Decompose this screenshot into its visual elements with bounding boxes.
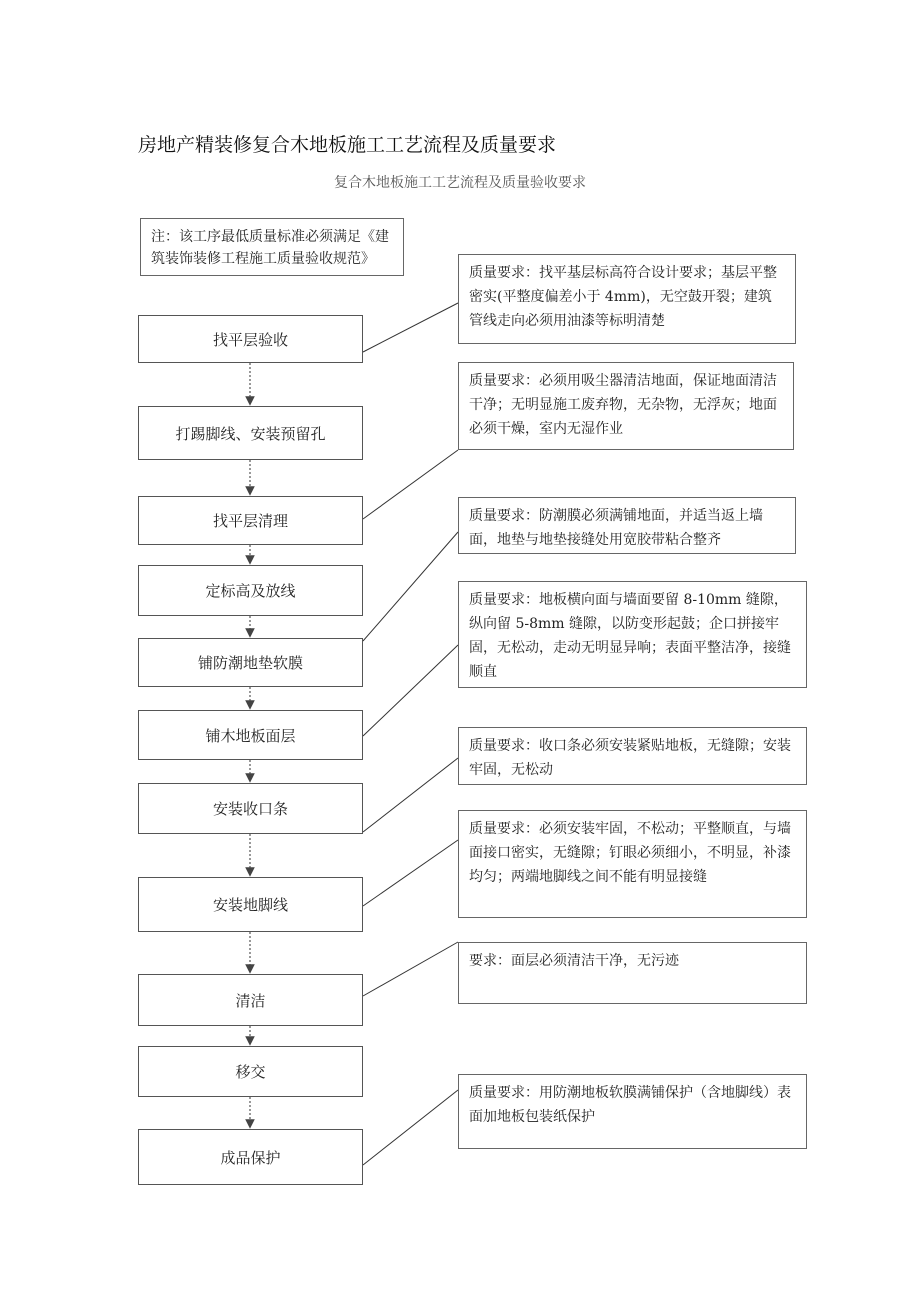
document-subtitle: 复合木地板施工工艺流程及质量验收要求 xyxy=(334,175,586,191)
requirement-edge-strip: 质量要求：收口条必须安装紧贴地板，无缝隙；安装牢固，无松动 xyxy=(458,727,807,785)
leader-line xyxy=(363,532,458,641)
requirement-protection: 质量要求：用防潮地板软膜满铺保护（含地脚线）表面加地板包装纸保护 xyxy=(458,1074,807,1149)
document-title: 房地产精装修复合木地板施工工艺流程及质量要求 xyxy=(138,134,557,156)
leader-line xyxy=(363,303,458,352)
step-elevation-layout: 定标高及放线 xyxy=(138,565,363,616)
leader-line xyxy=(363,450,458,519)
step-wood-floor-surface: 铺木地板面层 xyxy=(138,710,363,760)
requirement-moisture-film: 质量要求：防潮膜必须满铺地面，并适当返上墙面，地垫与地垫接缝处用宽胶带粘合整齐 xyxy=(458,497,796,554)
requirement-cleanup: 质量要求：必须用吸尘器清洁地面，保证地面清洁干净；无明显施工废弃物，无杂物，无浮灰；地面必须干燥，室内无湿作业 xyxy=(458,362,794,450)
step-leveling-inspection: 找平层验收 xyxy=(138,315,363,363)
step-edge-strip: 安装收口条 xyxy=(138,783,363,834)
step-leveling-cleanup: 找平层清理 xyxy=(138,496,363,545)
leader-line xyxy=(363,645,458,736)
requirement-cleaning: 要求：面层必须清洁干净，无污迹 xyxy=(458,942,807,1004)
requirement-wood-floor: 质量要求：地板横向面与墙面要留 8-10mm 缝隙，纵向留 5-8mm 缝隙，以防变形起鼓；企口拼接牢固，无松动，走动无明显异响；表面平整洁净，接缝顺直 xyxy=(458,581,807,688)
step-skirting-reserved-holes: 打踢脚线、安装预留孔 xyxy=(138,406,363,460)
step-baseboard: 安装地脚线 xyxy=(138,877,363,932)
requirement-baseboard: 质量要求：必须安装牢固，不松动；平整顺直，与墙面接口密实，无缝隙；钉眼必须细小，不明显，补漆均匀；两端地脚线之间不能有明显接缝 xyxy=(458,810,807,918)
step-moisture-film: 铺防潮地垫软膜 xyxy=(138,638,363,687)
leader-line xyxy=(363,840,458,906)
step-cleaning: 清洁 xyxy=(138,974,363,1026)
standard-note: 注：该工序最低质量标准必须满足《建筑装饰装修工程施工质量验收规范》 xyxy=(140,218,404,276)
requirement-leveling: 质量要求：找平基层标高符合设计要求；基层平整密实(平整度偏差小于 4mm)，无空鼓开裂；建筑管线走向必须用油漆等标明清楚 xyxy=(458,254,796,344)
leader-line xyxy=(363,1090,458,1165)
step-protection: 成品保护 xyxy=(138,1129,363,1185)
leader-line xyxy=(363,942,458,996)
step-handover: 移交 xyxy=(138,1046,363,1097)
leader-line xyxy=(363,758,458,832)
